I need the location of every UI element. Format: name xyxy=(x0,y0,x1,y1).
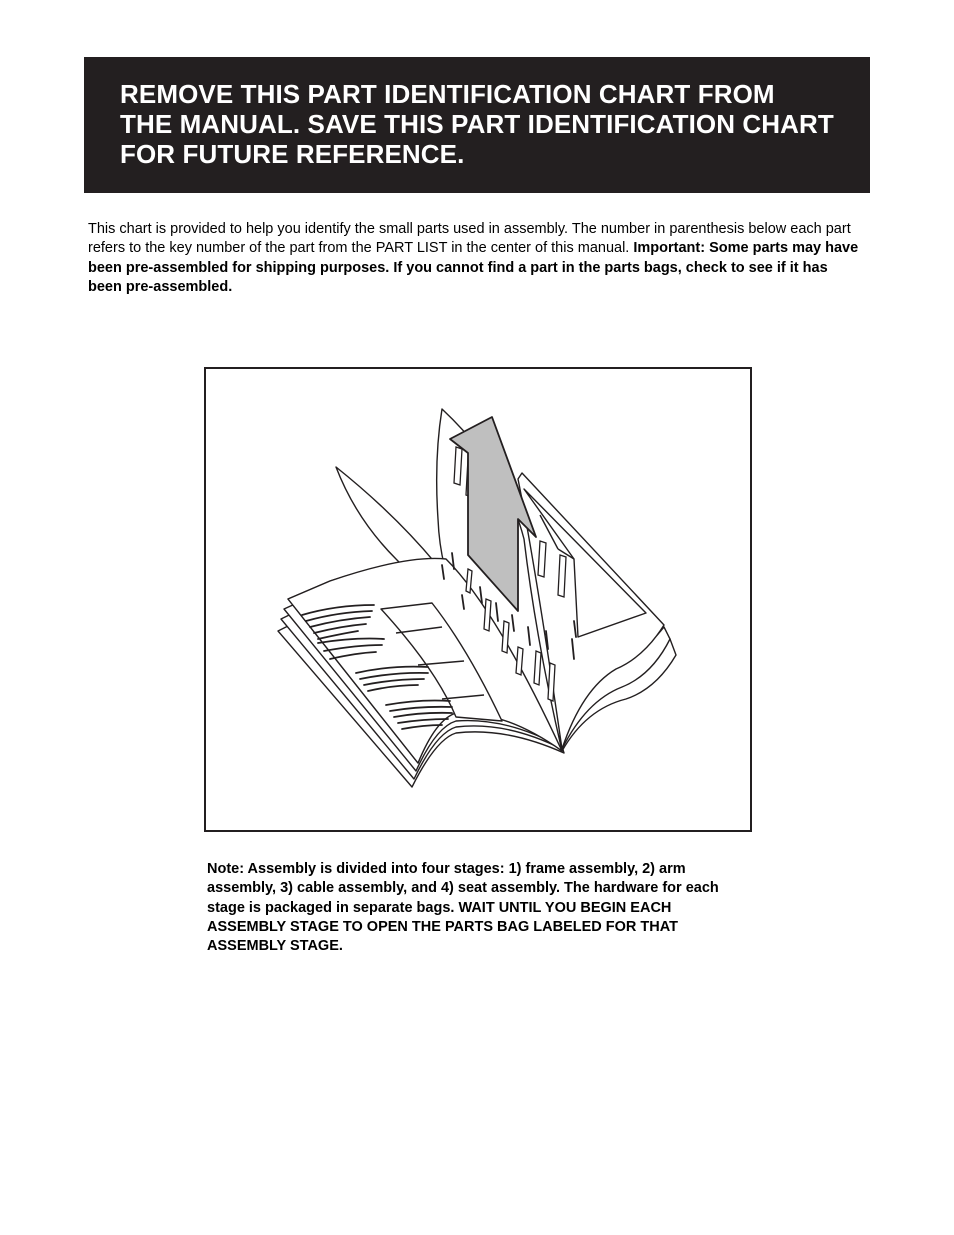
assembly-note: Note: Assembly is divided into four stages: 1) frame assembly, 2) arm assembly, 3) cable assembly, and 4) seat assembly. The hardware for each stage is packaged in separate bags. WAIT UNTIL YOU BEGIN EACH ASSEMBLY STAGE TO OPEN THE PARTS BAG LABELED FOR THAT ASSEMBLY STAGE. xyxy=(207,861,719,955)
banner-title: REMOVE THIS PART IDENTIFICATION CHART FROM THE MANUAL. SAVE THIS PART IDENTIFICATION CHART FOR FUTURE REFERENCE. xyxy=(120,79,834,169)
open-manual-with-removal-arrow-icon xyxy=(206,369,750,830)
intro-paragraph xyxy=(88,220,863,297)
intro-important: Important: Some parts may have been pre-assembled for shipping purposes. If you cannot find a part in the parts bags, check to see if it has been pre-assembled. xyxy=(88,240,859,295)
intro-text: This chart is provided to help you identify the small parts used in assembly. The number in parenthesis below each part refers to the key number of the part from the PART LIST in the center of this manual. xyxy=(88,221,851,257)
manual-illustration xyxy=(204,367,752,832)
header-banner xyxy=(84,57,870,193)
